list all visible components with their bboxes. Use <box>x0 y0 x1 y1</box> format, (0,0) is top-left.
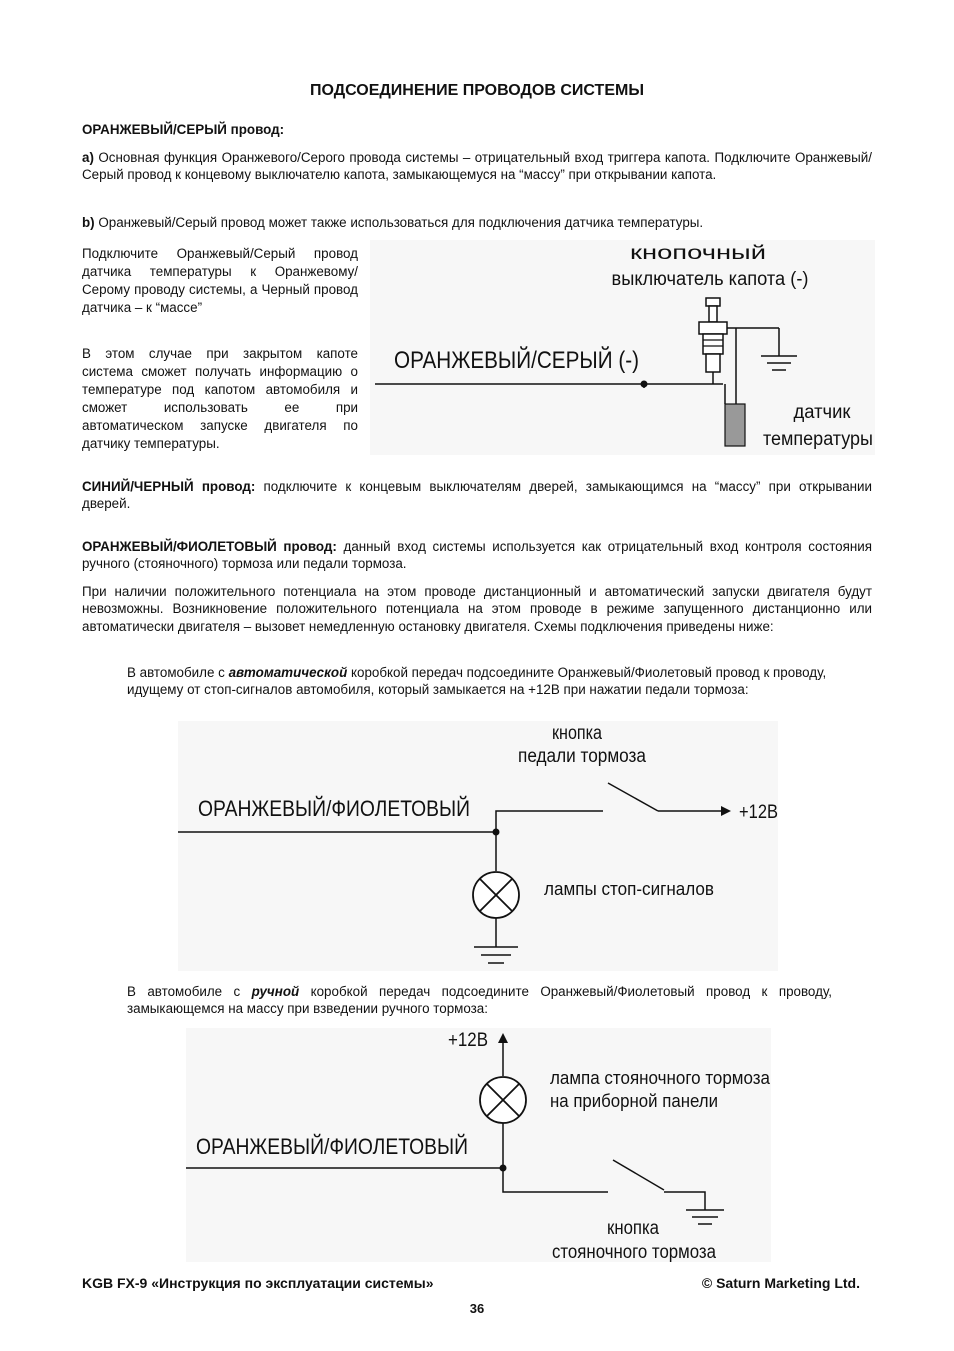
sensor-label-line2: температуры <box>763 429 873 450</box>
page-title: ПОДСОЕДИНЕНИЕ ПРОВОДОВ СИСТЕМЫ <box>310 82 644 99</box>
button-label-line2: стояночного тормоза <box>552 1242 717 1263</box>
brake-pedal-diagram <box>178 721 778 971</box>
automatic-gearbox-paragraph <box>127 664 832 699</box>
side-paragraph-2: В этом случае при закрытом капоте система сможет получать информацию о температуре под капотом автомобиля и сможет использовать ее при автоматическом запуске двигателя по датчику температуры. <box>82 346 358 451</box>
blue-black-heading: СИНИЙ/ЧЕРНЫЙ провод: <box>82 479 256 494</box>
orange-gray-heading: ОРАНЖЕВЫЙ/СЕРЫЙ провод: <box>82 122 285 137</box>
hood-switch-diagram <box>370 240 875 455</box>
footer-left: KGB FX-9 «Инструкция по эксплуатации системы» <box>82 1275 434 1291</box>
orange-violet-paragraph-2: При наличии положительного потенциала на этом проводе дистанционный и автоматический запуски двигателя будут невозможны. Возникновение положительного потенциала на этом проводе в режиме запущенного дистанционно или автоматически двигателя – вызовет немедленную остановку двигателя. Схемы подключения приведены ниже: <box>82 584 872 634</box>
auto-emphasis: автоматической <box>228 665 348 680</box>
para-b-text: Оранжевый/Серый провод может также использоваться для подключения датчика температуры. <box>94 215 704 230</box>
lamp-icon <box>473 872 519 918</box>
lamp-label-line1: лампа стояночного тормоза <box>550 1068 771 1088</box>
temperature-sensor-icon <box>725 404 745 446</box>
button-label-line1: кнопка <box>552 723 603 744</box>
lamp-icon <box>480 1077 526 1123</box>
manual-pre: В автомобиле с <box>127 984 252 999</box>
para-a-text: Основная функция Оранжевого/Серого провода системы – отрицательный вход триггера капота. Подключите Оранжевый/Серый провод к концевому выключателю капота, замыкающемуся на “массу” при открывании капота. <box>82 150 872 183</box>
wire-label-orange-violet: ОРАНЖЕВЫЙ/ФИОЛЕТОВЫЙ <box>196 1134 468 1159</box>
lamp-label: лампы стоп-сигналов <box>544 879 714 899</box>
auto-post: коробкой передач подсоедините Оранжевый/Фиолетовый провод к проводу, идущему от стоп-сигналов автомобиля, который замыкается на +12В при нажатии педали тормоза: <box>127 665 827 698</box>
auto-pre: В автомобиле с <box>127 665 229 680</box>
parking-brake-diagram <box>186 1028 771 1262</box>
orange-gray-para-b <box>82 214 872 231</box>
diagram-background <box>178 721 778 971</box>
orange-gray-para-a <box>82 149 872 184</box>
orange-violet-paragraph <box>82 538 872 573</box>
blue-black-paragraph <box>82 478 872 513</box>
manual-emphasis: ручной <box>251 984 300 999</box>
para-a-label: a) <box>82 150 94 165</box>
wire-label-orange-violet: ОРАНЖЕВЫЙ/ФИОЛЕТОВЫЙ <box>198 796 470 821</box>
button-label-line2: педали тормоза <box>518 746 647 767</box>
plus12v-label: +12В <box>448 1030 488 1051</box>
manual-gearbox-paragraph <box>127 983 832 1018</box>
para-b-label: b) <box>82 215 95 230</box>
sensor-label-line1: датчик <box>793 402 852 423</box>
switch-label-line2: выключатель капота (-) <box>611 269 809 290</box>
button-label-line1: кнопка <box>607 1218 660 1239</box>
wire-label-orange-gray: ОРАНЖЕВЫЙ/СЕРЫЙ (-) <box>394 347 679 374</box>
lamp-label-line2: на приборной панели <box>550 1091 718 1111</box>
footer-right: © Saturn Marketing Ltd. <box>701 1275 860 1291</box>
plus12v-label: +12В <box>739 802 778 823</box>
orange-violet-heading: ОРАНЖЕВЫЙ/ФИОЛЕТОВЫЙ провод: <box>82 539 337 554</box>
side-paragraph-1: Подключите Оранжевый/Серый провод датчика температуры к Оранжевому/Серому проводу системы, а Черный провод датчика – к “массе” <box>82 246 358 315</box>
orange-violet-text: данный вход системы используется как отрицательный вход контроля состояния ручного (стояночного) тормоза или педали тормоза. <box>82 539 872 572</box>
blue-black-text: подключите к концевым выключателям дверей, замыкающимся на “массу” при открывании дверей. <box>82 479 872 512</box>
page-number: 36 <box>469 1301 485 1316</box>
manual-post: коробкой передач подсоедините Оранжевый/Фиолетовый провод к проводу, замыкающемся на массу при взведении ручного тормоза: <box>127 984 832 1017</box>
switch-label-line1: кнопочный <box>630 243 766 264</box>
